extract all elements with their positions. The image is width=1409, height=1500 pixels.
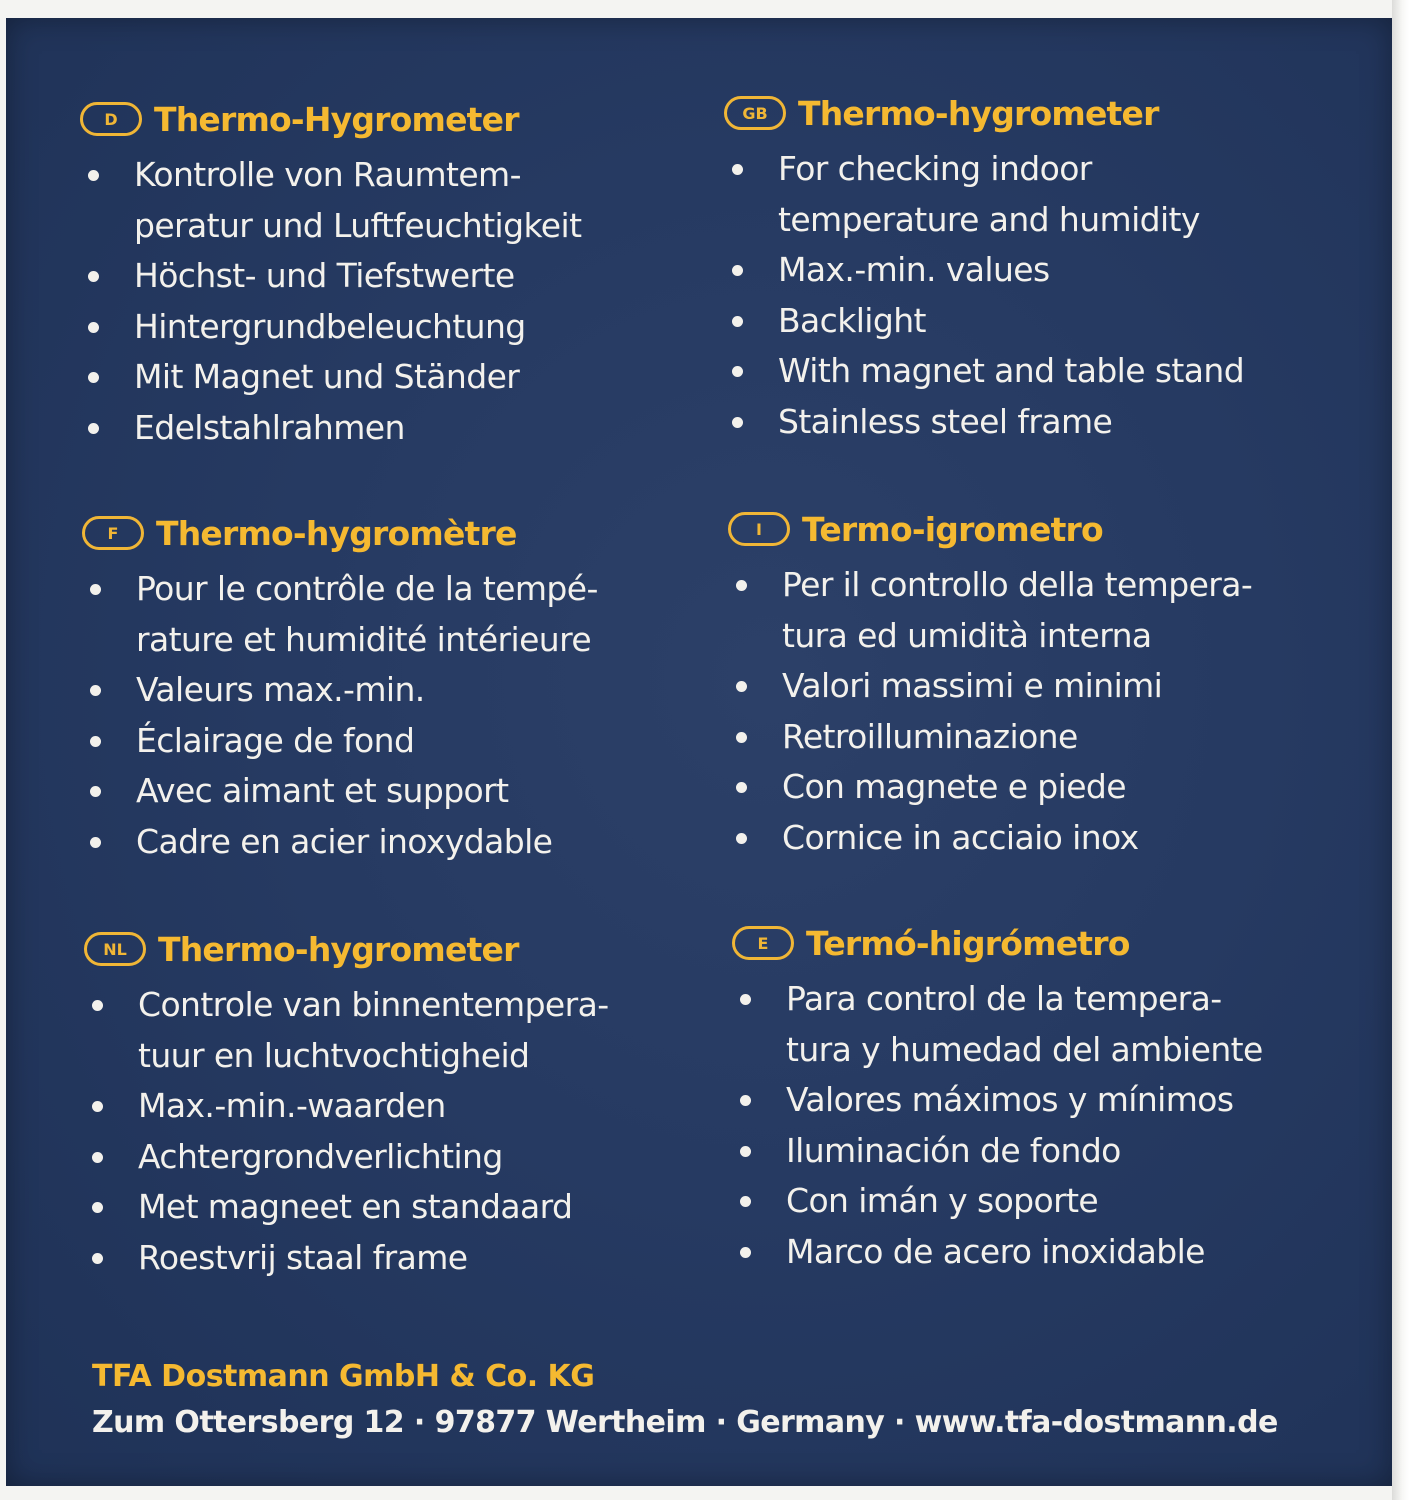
- bullet-icon: [736, 681, 747, 692]
- feature-text: temperature and humidity: [778, 199, 1200, 239]
- section-heading: [82, 506, 598, 560]
- bullet-icon: [90, 685, 101, 696]
- bullet-icon: [736, 580, 747, 591]
- feature-item: [732, 1126, 1263, 1177]
- feature-item-continued: [728, 611, 1252, 662]
- feature-text: Controle van binnentempera-: [138, 985, 609, 1024]
- bullet-icon: [740, 1196, 751, 1207]
- bullet-icon: [92, 1253, 103, 1264]
- feature-text: Backlight: [778, 300, 926, 340]
- bullet-icon: [732, 417, 743, 428]
- section-title: Thermo-Hygrometer: [154, 99, 519, 139]
- feature-item: [724, 397, 1244, 448]
- section-heading: [84, 922, 609, 976]
- feature-item: [728, 813, 1252, 864]
- section-heading: [732, 916, 1263, 970]
- feature-text: Cadre en acier inoxydable: [136, 821, 553, 861]
- feature-item: [728, 762, 1252, 813]
- feature-item: [84, 980, 609, 1031]
- bullet-icon: [90, 584, 101, 595]
- section-heading: [728, 502, 1252, 556]
- feature-item: [80, 302, 581, 353]
- feature-text: rature et humidité intérieure: [136, 619, 592, 659]
- section-title: Termó-higrómetro: [806, 923, 1130, 963]
- bullet-icon: [732, 164, 743, 175]
- feature-item-continued: [82, 615, 598, 666]
- feature-text: Max.-min. values: [778, 250, 1050, 289]
- bullet-icon: [736, 732, 747, 743]
- feature-item: [724, 144, 1244, 195]
- feature-item: [82, 817, 598, 868]
- box-back-panel: [6, 18, 1392, 1486]
- bullet-icon: [90, 736, 101, 747]
- feature-text: With magnet and table stand: [778, 351, 1245, 390]
- section-title: Thermo-hygrometer: [798, 93, 1159, 133]
- section-de: [80, 92, 581, 453]
- feature-item: [82, 665, 598, 716]
- feature-item-continued: [724, 195, 1244, 246]
- feature-text: Stainless steel frame: [778, 401, 1113, 441]
- feature-item-continued: [84, 1031, 609, 1082]
- section-title: Termo-igrometro: [802, 509, 1103, 549]
- section-nl: [84, 922, 609, 1283]
- feature-text: Höchst- und Tiefstwerte: [134, 256, 515, 295]
- bullet-icon: [88, 372, 99, 383]
- feature-text: Hintergrundbeleuchtung: [134, 306, 526, 346]
- bullet-icon: [88, 423, 99, 434]
- feature-text: Marco de acero inoxidable: [786, 1231, 1205, 1271]
- language-code-badge: I: [728, 512, 790, 546]
- feature-text: Max.-min.-waarden: [138, 1086, 446, 1125]
- feature-text: Met magneet en standaard: [138, 1187, 573, 1226]
- bullet-icon: [92, 1202, 103, 1213]
- section-heading: [80, 92, 581, 146]
- feature-list: [82, 564, 598, 867]
- feature-item: [82, 766, 598, 817]
- feature-item: [80, 251, 581, 302]
- feature-text: Edelstahlrahmen: [134, 407, 405, 447]
- feature-text: peratur und Luftfeuchtigkeit: [134, 205, 582, 245]
- feature-text: Mit Magnet und Ständer: [134, 357, 520, 396]
- feature-item: [84, 1081, 609, 1132]
- language-code-badge: E: [732, 926, 794, 960]
- feature-text: tuur en luchtvochtigheid: [138, 1035, 530, 1075]
- company-name: TFA Dostmann GmbH & Co. KG: [92, 1359, 595, 1394]
- bullet-icon: [92, 1101, 103, 1112]
- feature-text: Valori massimi e minimi: [782, 666, 1163, 705]
- feature-item: [82, 564, 598, 615]
- bullet-icon: [90, 837, 101, 848]
- feature-item: [728, 661, 1252, 712]
- bullet-icon: [740, 1247, 751, 1258]
- feature-item: [728, 712, 1252, 763]
- feature-item-continued: [732, 1025, 1263, 1076]
- box-side-edge: [1392, 0, 1409, 1500]
- language-code-badge: NL: [84, 932, 146, 966]
- language-code-badge: D: [80, 102, 142, 136]
- language-code-badge: GB: [724, 96, 786, 130]
- feature-text: Con imán y soporte: [786, 1181, 1099, 1220]
- bullet-icon: [740, 1095, 751, 1106]
- bullet-icon: [88, 170, 99, 181]
- feature-item: [82, 716, 598, 767]
- feature-item: [80, 403, 581, 454]
- feature-item: [80, 150, 581, 201]
- feature-text: Achtergrondverlichting: [138, 1136, 503, 1176]
- bullet-icon: [92, 1000, 103, 1011]
- feature-text: For checking indoor: [778, 149, 1092, 188]
- section-heading: [724, 86, 1244, 140]
- feature-list: [724, 144, 1244, 447]
- feature-item: [732, 1227, 1263, 1278]
- feature-item: [724, 296, 1244, 347]
- bullet-icon: [92, 1152, 103, 1163]
- bullet-icon: [90, 786, 101, 797]
- feature-item: [728, 560, 1252, 611]
- manufacturer-footer: [92, 1354, 1278, 1446]
- feature-item: [732, 974, 1263, 1025]
- feature-item: [732, 1075, 1263, 1126]
- section-gb: [724, 86, 1244, 447]
- feature-text: Valeurs max.-min.: [136, 670, 425, 709]
- bullet-icon: [740, 1146, 751, 1157]
- section-it: [728, 502, 1252, 863]
- feature-text: Para control de la tempera-: [786, 979, 1222, 1018]
- bullet-icon: [732, 366, 743, 377]
- feature-text: Per il controllo della tempera-: [782, 565, 1253, 604]
- feature-text: Con magnete e piede: [782, 767, 1126, 806]
- feature-text: tura ed umidità interna: [782, 615, 1152, 655]
- bullet-icon: [732, 316, 743, 327]
- feature-item-continued: [80, 201, 581, 252]
- bullet-icon: [732, 265, 743, 276]
- feature-text: Pour le contrôle de la tempé-: [136, 569, 598, 608]
- bullet-icon: [88, 322, 99, 333]
- feature-list: [80, 150, 581, 453]
- section-title: Thermo-hygrometer: [158, 929, 519, 969]
- feature-item: [84, 1182, 609, 1233]
- section-fr: [82, 506, 598, 867]
- feature-text: Avec aimant et support: [136, 771, 509, 810]
- feature-item: [80, 352, 581, 403]
- section-title: Thermo-hygromètre: [156, 513, 517, 553]
- bullet-icon: [736, 833, 747, 844]
- feature-item: [84, 1132, 609, 1183]
- feature-list: [728, 560, 1252, 863]
- feature-text: Roestvrij staal frame: [138, 1237, 468, 1277]
- feature-item: [84, 1233, 609, 1284]
- language-code-badge: F: [82, 516, 144, 550]
- feature-item: [732, 1176, 1263, 1227]
- bullet-icon: [740, 994, 751, 1005]
- feature-text: Iluminación de fondo: [786, 1130, 1121, 1170]
- company-address: Zum Ottersberg 12 · 97877 Wertheim · Germany · www.tfa-dostmann.de: [92, 1405, 1278, 1440]
- feature-list: [732, 974, 1263, 1277]
- feature-text: Kontrolle von Raumtem-: [134, 155, 521, 194]
- bullet-icon: [736, 782, 747, 793]
- feature-list: [84, 980, 609, 1283]
- bullet-icon: [88, 271, 99, 282]
- feature-text: Valores máximos y mínimos: [786, 1080, 1234, 1119]
- feature-text: tura y humedad del ambiente: [786, 1029, 1263, 1069]
- feature-text: Éclairage de fond: [136, 720, 415, 760]
- feature-text: Retroilluminazione: [782, 716, 1078, 756]
- feature-item: [724, 346, 1244, 397]
- feature-item: [724, 245, 1244, 296]
- section-es: [732, 916, 1263, 1277]
- feature-text: Cornice in acciaio inox: [782, 817, 1139, 857]
